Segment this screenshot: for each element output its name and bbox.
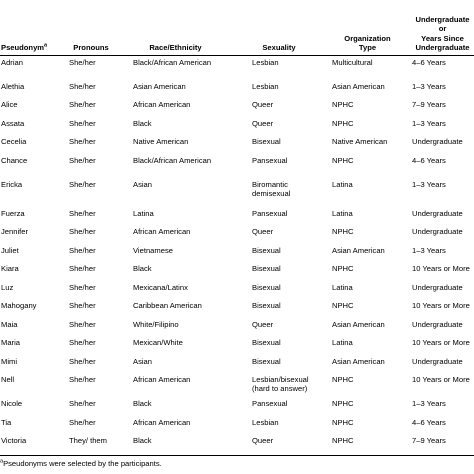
cell-pronouns: She/her	[69, 227, 96, 236]
header-sexuality: Sexuality	[234, 0, 324, 55]
table-row	[0, 264, 474, 283]
cell-pronouns: She/her	[69, 282, 96, 292]
header-years: Undergraduate or Years Since Undergraduate	[411, 0, 474, 55]
table-row	[0, 180, 474, 209]
table-row	[0, 119, 474, 138]
cell-years: 7–9 Years	[412, 100, 446, 109]
table-row	[0, 156, 474, 180]
cell-pseudonym: Ericka	[1, 179, 23, 189]
cell-pseudonym: Nicole	[1, 399, 23, 408]
cell-sexuality: Bisexual	[252, 137, 281, 146]
cell-organization: Latina	[332, 208, 353, 218]
cell-organization: NPHC	[332, 375, 354, 384]
cell-sexuality: Pansexual	[252, 208, 288, 218]
cell-sexuality: Lesbian	[252, 57, 279, 67]
cell-pronouns: She/her	[69, 179, 96, 189]
cell-pseudonym: Mahogany	[1, 301, 37, 310]
cell-pronouns: She/her	[69, 57, 96, 67]
table-row	[0, 338, 474, 357]
cell-years: 10 Years or More	[412, 264, 470, 273]
cell-sexuality: Bisexual	[252, 245, 281, 255]
cell-organization: Asian American	[332, 81, 385, 91]
cell-pseudonym: Jennifer	[1, 227, 29, 236]
cell-race: African American	[133, 227, 191, 236]
cell-organization: NPHC	[332, 301, 354, 310]
cell-pronouns: She/her	[69, 264, 96, 273]
cell-race: Mexicana/Latinx	[133, 282, 188, 292]
cell-organization: Latina	[332, 179, 353, 189]
cell-race: Black	[133, 264, 152, 273]
cell-organization: NPHC	[332, 399, 354, 408]
table-row	[0, 418, 474, 437]
header-row	[0, 0, 474, 55]
table-row	[0, 283, 474, 302]
table-row	[0, 357, 474, 376]
cell-organization: Asian American	[332, 245, 385, 255]
header-pseudonym: Pseudonym$^a$	[0, 0, 65, 55]
cell-sexuality: Bisexual	[252, 301, 281, 310]
cell-organization: Asian American	[332, 356, 385, 366]
cell-pseudonym: Alice	[1, 100, 18, 109]
table-row	[0, 100, 474, 119]
cell-race: Asian American	[133, 81, 186, 91]
cell-pronouns: She/her	[69, 208, 96, 218]
cell-years: Undergraduate	[412, 208, 463, 218]
cell-pronouns: She/her	[69, 356, 96, 366]
cell-sexuality: Queer	[252, 436, 274, 445]
cell-years: 1–3 Years	[412, 179, 446, 189]
cell-pronouns: She/her	[69, 375, 96, 384]
cell-organization: NPHC	[332, 155, 354, 165]
cell-pseudonym: Maia	[1, 319, 18, 329]
cell-years: 4–6 Years	[412, 155, 446, 165]
cell-race: Caribbean American	[133, 301, 202, 310]
cell-pseudonym: Juliet	[1, 245, 19, 255]
cell-race: Mexican/White	[133, 338, 183, 347]
cell-sexuality: Lesbian/bisexual (hard to answer)	[252, 375, 309, 394]
cell-sexuality: Bisexual	[252, 282, 281, 292]
cell-pseudonym: Cecelia	[1, 137, 27, 146]
cell-years: Undergraduate	[412, 227, 463, 236]
cell-organization: Latina	[332, 282, 353, 292]
header-organization: Organization Type	[324, 0, 411, 55]
cell-race: Black	[133, 118, 152, 128]
cell-sexuality: Pansexual	[252, 399, 288, 408]
cell-organization: NPHC	[332, 264, 354, 273]
cell-pseudonym: Nell	[1, 375, 15, 384]
cell-years: 1–3 Years	[412, 118, 446, 128]
cell-years: Undergraduate	[412, 356, 463, 366]
cell-sexuality: Biromantic demisexual	[252, 179, 291, 198]
cell-pronouns: She/her	[69, 319, 96, 329]
cell-organization: NPHC	[332, 118, 354, 128]
cell-race: African American	[133, 375, 191, 384]
cell-pronouns: She/her	[69, 118, 96, 128]
table-row	[0, 246, 474, 265]
cell-sexuality: Queer	[252, 118, 274, 128]
cell-years: 4–6 Years	[412, 57, 446, 67]
cell-pseudonym: Tia	[1, 417, 12, 427]
cell-race: African American	[133, 417, 191, 427]
cell-organization: NPHC	[332, 227, 354, 236]
table-bottom-rule	[0, 455, 474, 456]
cell-years: 10 Years or More	[412, 338, 470, 347]
cell-years: 1–3 Years	[412, 245, 446, 255]
cell-race: Native American	[133, 137, 189, 146]
header-race: Race/Ethnicity	[117, 0, 234, 55]
cell-organization: Latina	[332, 338, 353, 347]
cell-organization: Multicultural	[332, 57, 373, 67]
cell-pronouns: She/her	[69, 137, 96, 146]
cell-race: Black	[133, 436, 152, 445]
cell-race: Asian	[133, 179, 152, 189]
cell-years: Undergraduate	[412, 137, 463, 146]
cell-pronouns: She/her	[69, 301, 96, 310]
cell-organization: NPHC	[332, 417, 354, 427]
cell-sexuality: Lesbian	[252, 417, 279, 427]
cell-race: African American	[133, 100, 191, 109]
cell-pronouns: She/her	[69, 338, 96, 347]
cell-sexuality: Queer	[252, 319, 274, 329]
cell-pronouns: They/ them	[69, 436, 107, 445]
table-row	[0, 55, 474, 82]
cell-years: 4–6 Years	[412, 417, 446, 427]
table-row	[0, 375, 474, 399]
cell-race: Vietnamese	[133, 245, 173, 255]
cell-race: White/Filipino	[133, 319, 179, 329]
cell-sexuality: Pansexual	[252, 155, 288, 165]
cell-pseudonym: Alethia	[1, 81, 25, 91]
cell-organization: Native American	[332, 137, 388, 146]
cell-years: 1–3 Years	[412, 81, 446, 91]
cell-years: 1–3 Years	[412, 399, 446, 408]
cell-organization: NPHC	[332, 436, 354, 445]
cell-years: 10 Years or More	[412, 301, 470, 310]
cell-pseudonym: Victoria	[1, 436, 27, 445]
cell-years: 10 Years or More	[412, 375, 470, 384]
cell-organization: Asian American	[332, 319, 385, 329]
cell-sexuality: Lesbian	[252, 81, 279, 91]
cell-pseudonym: Maria	[1, 338, 20, 347]
cell-pronouns: She/her	[69, 399, 96, 408]
cell-sexuality: Bisexual	[252, 356, 281, 366]
table-row	[0, 82, 474, 101]
table-row	[0, 209, 474, 228]
cell-years: Undergraduate	[412, 282, 463, 292]
cell-race: Asian	[133, 356, 152, 366]
cell-race: Black	[133, 399, 152, 408]
cell-pseudonym: Adrian	[1, 57, 23, 67]
cell-pseudonym: Mimi	[1, 356, 18, 366]
table-footnote: $^a$Pseudonyms were selected by the participants.	[0, 458, 162, 468]
cell-pronouns: She/her	[69, 81, 96, 91]
cell-pseudonym: Luz	[1, 282, 14, 292]
cell-pseudonym: Kiara	[1, 264, 19, 273]
table-row	[0, 320, 474, 339]
cell-years: Undergraduate	[412, 319, 463, 329]
cell-pronouns: She/her	[69, 155, 96, 165]
cell-sexuality: Queer	[252, 227, 274, 236]
header-pronouns: Pronouns	[65, 0, 117, 55]
table-row	[0, 301, 474, 320]
table-row	[0, 227, 474, 246]
cell-race: Black/African American	[133, 57, 212, 67]
cell-race: Latina	[133, 208, 154, 218]
cell-sexuality: Bisexual	[252, 338, 281, 347]
cell-pseudonym: Chance	[1, 155, 28, 165]
cell-pronouns: She/her	[69, 100, 96, 109]
cell-sexuality: Bisexual	[252, 264, 281, 273]
cell-pseudonym: Assata	[1, 118, 25, 128]
cell-organization: NPHC	[332, 100, 354, 109]
cell-pronouns: She/her	[69, 417, 96, 427]
table-row	[0, 399, 474, 418]
cell-race: Black/African American	[133, 155, 212, 165]
cell-sexuality: Queer	[252, 100, 274, 109]
cell-years: 7–9 Years	[412, 436, 446, 445]
cell-pronouns: She/her	[69, 245, 96, 255]
table-row	[0, 436, 474, 460]
table-row	[0, 137, 474, 156]
cell-pseudonym: Fuerza	[1, 208, 25, 218]
